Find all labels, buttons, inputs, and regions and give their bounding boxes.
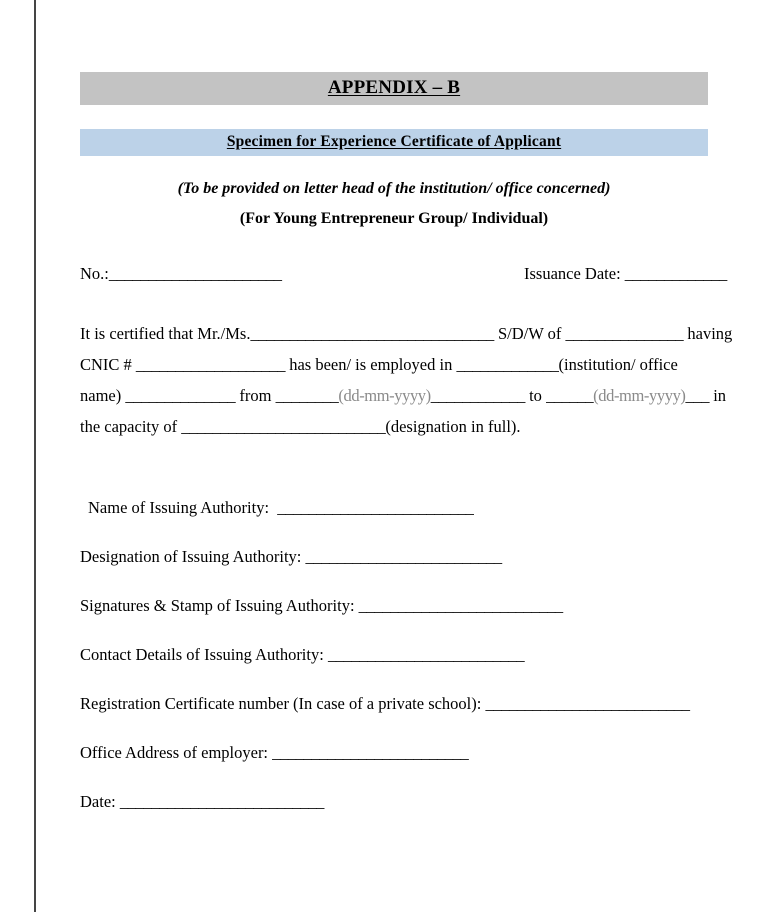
- certify-text-2: S/D/W of: [497, 324, 562, 343]
- field-office-address-of-employer: [80, 743, 753, 763]
- field-name-of-issuing-authority: [80, 498, 753, 518]
- field-contact-details-of-issuing-authority: [80, 645, 753, 665]
- specimen-title-banner: [80, 129, 708, 156]
- field-blank[interactable]: _________________________: [272, 743, 469, 762]
- certify-text-7: name): [80, 386, 122, 405]
- to-date-blank-b[interactable]: ___: [685, 386, 710, 405]
- field-label: Office Address of employer:: [80, 743, 269, 762]
- field-blank[interactable]: __________________________: [119, 792, 324, 811]
- certify-text-10: in: [713, 386, 727, 405]
- to-date-blank-a[interactable]: ______: [546, 386, 594, 405]
- applicant-name-blank[interactable]: _______________________________: [250, 324, 494, 343]
- field-blank[interactable]: _________________________: [327, 645, 525, 664]
- field-label: Signatures & Stamp of Issuing Authority:: [80, 596, 355, 615]
- issuance-date-blank[interactable]: _____________: [624, 264, 727, 283]
- field-signatures-stamp-of-issuing-authority: [80, 596, 753, 616]
- subtitle-audience: (For Young Entrepreneur Group/ Individual): [239, 210, 549, 227]
- cnic-blank[interactable]: ___________________: [135, 355, 286, 374]
- specimen-title-text: Specimen for Experience Certificate of Applicant: [226, 133, 562, 150]
- appendix-title-text: APPENDIX – B: [327, 77, 461, 98]
- certificate-number-blank[interactable]: ______________________: [108, 264, 282, 283]
- field-date: [80, 792, 753, 812]
- field-label: Registration Certificate number (In case of a private school):: [80, 694, 482, 713]
- certify-text-4: CNIC #: [80, 355, 132, 374]
- field-label: Contact Details of Issuing Authority:: [80, 645, 324, 664]
- certificate-number-field: [80, 264, 282, 284]
- institution-name-blank[interactable]: ______________: [125, 386, 236, 405]
- certify-text-3: having: [687, 324, 733, 343]
- issuance-date-field: [524, 264, 727, 284]
- certify-text-1: It is certified that Mr./Ms.: [80, 324, 251, 343]
- from-date-format-hint: (dd-mm-yyyy): [338, 386, 431, 405]
- field-label: Designation of Issuing Authority:: [80, 547, 302, 566]
- document-page: [36, 0, 783, 912]
- field-blank[interactable]: _________________________: [277, 498, 474, 517]
- certify-text-12: (designation in full).: [385, 417, 521, 436]
- certify-text-5: has been/ is employed in: [289, 355, 453, 374]
- from-date-blank-b[interactable]: ____________: [430, 386, 525, 405]
- certify-text-6: (institution/ office: [558, 355, 678, 374]
- institution-blank[interactable]: _____________: [456, 355, 559, 374]
- issuing-authority-fields: [80, 498, 753, 812]
- to-date-format-hint: (dd-mm-yyyy): [593, 386, 686, 405]
- certify-text-8: from: [239, 386, 272, 405]
- guardian-name-blank[interactable]: _______________: [565, 324, 684, 343]
- field-registration-certificate-number: [80, 694, 753, 714]
- field-blank[interactable]: _________________________: [305, 547, 502, 566]
- certify-text-9: to: [529, 386, 542, 405]
- field-label: Date:: [80, 792, 116, 811]
- subtitle-letterhead: (To be provided on letter head of the institution/ office concerned): [177, 180, 611, 197]
- top-fields-row: [80, 264, 753, 290]
- certify-text-11: the capacity of: [80, 417, 178, 436]
- capacity-blank[interactable]: __________________________: [181, 417, 386, 436]
- issuance-date-label: Issuance Date:: [524, 264, 621, 283]
- field-designation-of-issuing-authority: [80, 547, 753, 567]
- certificate-number-label: No.:: [80, 264, 109, 283]
- field-label: Name of Issuing Authority:: [88, 498, 270, 517]
- certification-paragraph: [80, 318, 740, 442]
- field-blank[interactable]: __________________________: [358, 596, 563, 615]
- appendix-title-banner: [80, 72, 708, 105]
- from-date-blank-a[interactable]: ________: [275, 386, 339, 405]
- field-blank[interactable]: __________________________: [485, 694, 690, 713]
